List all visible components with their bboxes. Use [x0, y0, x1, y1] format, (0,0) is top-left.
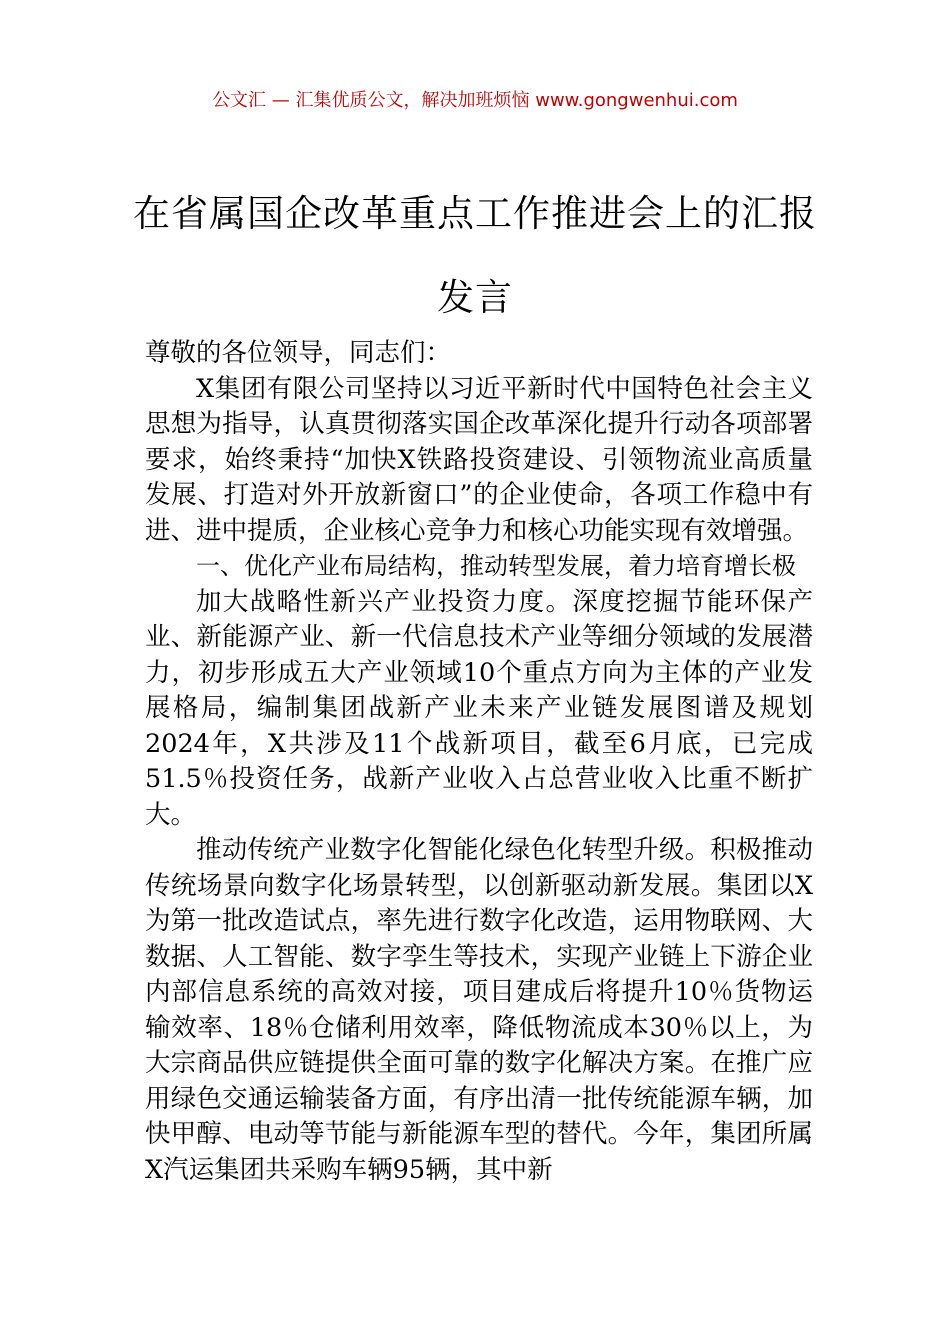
paragraph-emerging-industries: 加大战略性新兴产业投资力度。深度挖掘节能环保产业、新能源产业、新一代信息技术产业等细分领域的发展潜力，初步形成五大产业领域10个重点方向为主体的产业发展格局，编制集团战新产业未来产业链发展图谱及规划2024年，X共涉及11个战新项目，截至6月底，已完成51.5％投资任务，战新产业收入占总营业收入比重不断扩大。	[145, 586, 813, 830]
paragraph-digital-transformation: 推动传统产业数字化智能化绿色化转型升级。积极推动传统场景向数字化场景转型，以创新驱动新发展。集团以X为第一批改造试点，率先进行数字化改造，运用物联网、大数据、人工智能、数字孪生等技术，实现产业链上下游企业内部信息系统的高效对接，项目建成后将提升10％货物运输效率、18％仓储利用效率，降低物流成本30％以上，为大宗商品供应链提供全面可靠的数字化解决方案。在推广应用绿色交通运输装备方面，有序出清一批传统能源车辆，加快甲醇、电动等节能与新能源车型的替代。今年，集团所属X汽运集团共采购车辆95辆，其中新	[145, 835, 813, 1185]
paragraph-intro: X集团有限公司坚持以习近平新时代中国特色社会主义思想为指导，认真贯彻落实国企改革深化提升行动各项部署要求，始终秉持“加快X铁路投资建设、引领物流业高质量发展、打造对外开放新窗口”的企业使命，各项工作稳中有进、进中提质，企业核心竞争力和核心功能实现有效增强。	[145, 373, 813, 546]
document-title: 在省属国企改革重点工作推进会上的汇报发言	[133, 192, 817, 319]
site-header-banner: 公文汇 — 汇集优质公文，解决加班烦恼 www.gongwenhui.com	[212, 90, 738, 111]
salutation: 尊敬的各位领导，同志们：	[145, 338, 452, 368]
section-heading-1: 一、优化产业布局结构，推动转型发展，着力培育增长极	[196, 552, 796, 580]
document-body	[145, 336, 813, 1188]
